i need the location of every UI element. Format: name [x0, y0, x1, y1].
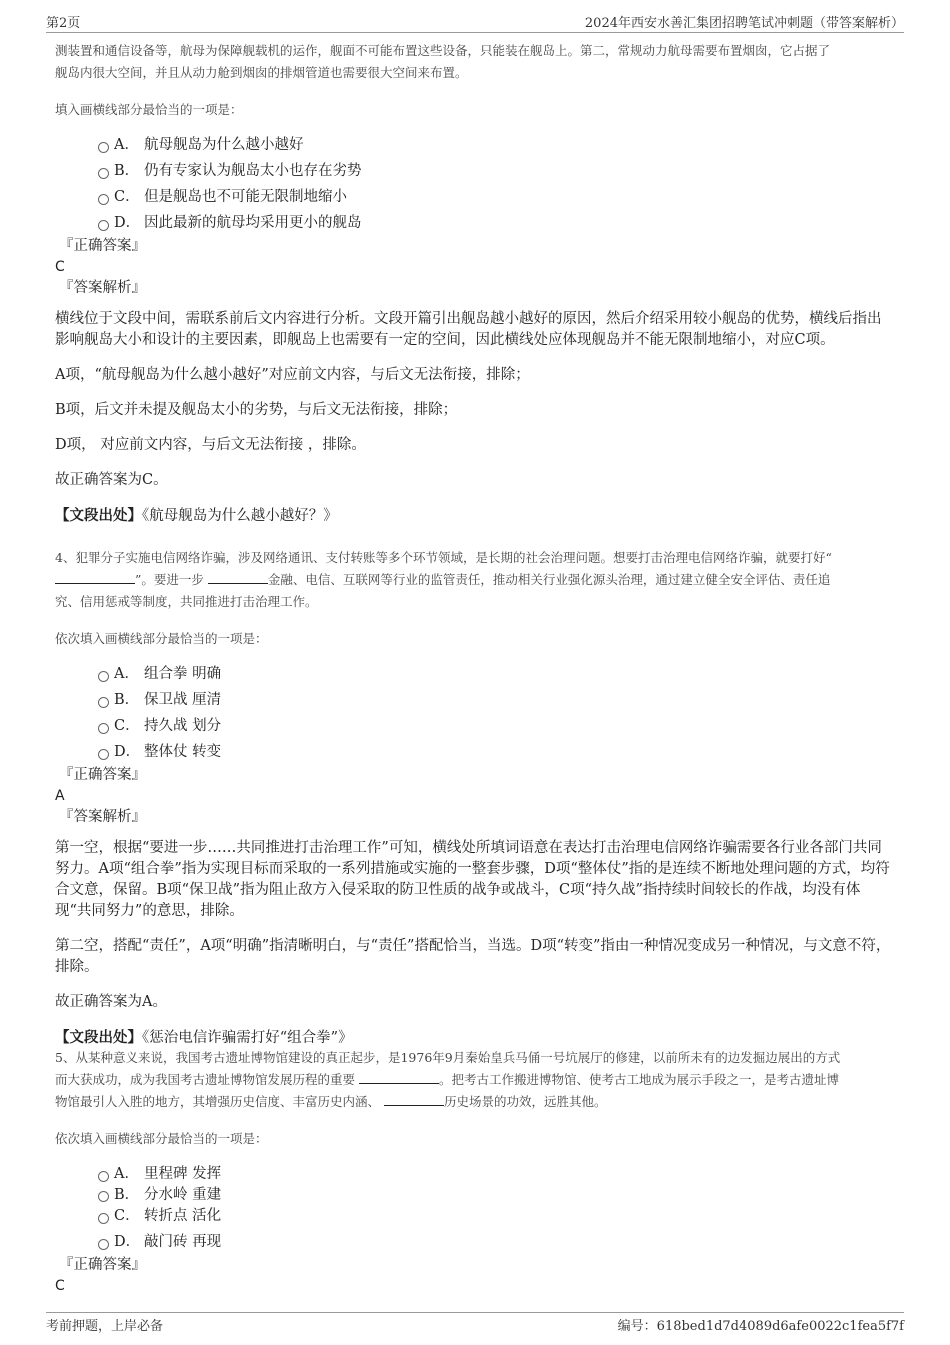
q5-prompt: 依次填入画横线部分最恰当的一项是：: [55, 1131, 268, 1146]
q3-prompt: 填入画横线部分最恰当的一项是：: [55, 102, 243, 117]
source-title: 《惩治电信诈骗需打好“组合拳”》: [142, 1030, 353, 1046]
q4-option-a[interactable]: A． 组合拳 明确: [55, 661, 895, 687]
q3-option-a[interactable]: A． 航母舰岛为什么越小越好: [55, 132, 895, 158]
page-header: [46, 12, 904, 33]
answer-label: 『正确答案』: [59, 767, 146, 783]
q5-option-b[interactable]: B． 分水岭 重建: [55, 1187, 895, 1203]
page-footer: [46, 1312, 904, 1335]
blank-1: [359, 1069, 439, 1084]
radio-icon[interactable]: [98, 194, 109, 205]
source-tag: 【文段出处】: [55, 507, 142, 524]
q4-prompt: 依次填入画横线部分最恰当的一项是：: [55, 631, 268, 646]
analysis-paragraph: B项，后文并未提及舰岛太小的劣势，与后文无法衔接，排除；: [55, 402, 458, 418]
q4-option-b[interactable]: B． 保卫战 厘清: [55, 687, 895, 713]
q3-option-b[interactable]: B． 仍有专家认为舰岛太小也存在劣势: [55, 158, 895, 184]
q5-option-d[interactable]: D． 敲门砖 再现: [55, 1229, 895, 1255]
page-number: 第2页: [46, 16, 81, 31]
source-tag: 【文段出处】: [55, 1029, 142, 1046]
radio-icon[interactable]: [98, 1171, 109, 1182]
radio-icon[interactable]: [98, 749, 109, 760]
q5-options: [55, 1161, 895, 1255]
analysis-conclusion: 故正确答案为A。: [55, 994, 167, 1010]
blank-1: [55, 569, 135, 584]
q5-option-a[interactable]: A． 里程碑 发挥: [55, 1161, 895, 1187]
q3-options: [55, 132, 895, 236]
q3-passage-line: 舰岛内很大空间，并且从动力舱到烟囱的排烟管道也需要很大空间来布置。: [55, 65, 468, 80]
q4-options: [55, 661, 895, 765]
blank-2: [208, 569, 268, 584]
source-title: 《航母舰岛为什么越小越好？》: [142, 508, 338, 524]
radio-icon[interactable]: [98, 1191, 109, 1202]
analysis-label: 『答案解析』: [59, 280, 146, 296]
radio-icon[interactable]: [98, 697, 109, 708]
blank-2: [384, 1091, 444, 1106]
q5-option-c[interactable]: C． 转折点 活化: [55, 1203, 895, 1229]
answer-label: 『正确答案』: [59, 238, 146, 254]
correct-answer: C: [55, 259, 65, 275]
radio-icon[interactable]: [98, 1239, 109, 1250]
radio-icon[interactable]: [98, 220, 109, 231]
document-id: 编号：618bed1d7d4089d6afe0022c1fea5f7f: [617, 1319, 904, 1334]
source-line: [55, 505, 895, 527]
radio-icon[interactable]: [98, 671, 109, 682]
analysis-paragraph: D项， 对应前文内容，与后文无法衔接 ，排除。: [55, 437, 366, 453]
answer-label: 『正确答案』: [59, 1257, 146, 1273]
question-5: [55, 1047, 895, 1297]
q4-stem: 4、犯罪分子实施电信网络诈骗，涉及网络通讯、支付转账等多个环节领域，是长期的社会治理问题。想要打击治理电信网络诈骗，就要打好“ ”。要进一步 金融、电信、互联网等行业的监管责任，推动相关行业强化源头治理，通过建立健全安全评估、责任追 究、信用惩戒等制度，共同推进打击治理工作。: [55, 550, 832, 609]
question-3: [55, 40, 895, 527]
analysis-paragraph: A项，“航母舰岛为什么越小越好”对应前文内容，与后文无法衔接，排除；: [55, 367, 530, 383]
correct-answer: A: [55, 788, 65, 804]
q3-option-d[interactable]: D． 因此最新的航母均采用更小的舰岛: [55, 210, 895, 236]
q4-option-d[interactable]: D． 整体仗 转变: [55, 739, 895, 765]
q5-stem: 5、从某种意义来说，我国考古遗址博物馆建设的真正起步，是1976年9月秦始皇兵马俑一号坑展厅的修建，以前所未有的边发掘边展出的方式 而大获成功，成为我国考古遗址博物馆发展历程的重要 。把考古工作搬进博物馆、使考古工地成为展示手段之一，是考古遗址博 物馆最引人入胜的地方，其增强历史信度、丰富历史内涵、 历史场景的功效，远胜其他。: [55, 1050, 841, 1109]
analysis-paragraph: 横线位于文段中间，需联系前后文内容进行分析。文段开篇引出舰岛越小越好的原因，然后介绍采用较小舰岛的优势，横线后指出影响舰岛大小和设计的主要因素，即舰岛上也需要有一定的空间，因此横线处应体现舰岛并不能无限制地缩小，对应C项。: [55, 311, 882, 348]
footer-slogan: 考前押题，上岸必备: [46, 1319, 164, 1334]
document-title: 2024年西安水善汇集团招聘笔试冲刺题（带答案解析）: [584, 16, 904, 31]
q4-option-c[interactable]: C． 持久战 划分: [55, 713, 895, 739]
q3-option-c[interactable]: C． 但是舰岛也不可能无限制地缩小: [55, 184, 895, 210]
analysis-label: 『答案解析』: [59, 809, 146, 825]
radio-icon[interactable]: [98, 168, 109, 179]
question-4: [55, 547, 895, 1049]
radio-icon[interactable]: [98, 723, 109, 734]
source-line: [55, 1027, 895, 1049]
analysis-paragraph: 第二空，搭配“责任”，A项“明确”指清晰明白，与“责任”搭配恰当，当选。D项“转变”指由一种情况变成另一种情况，与文意不符，排除。: [55, 938, 891, 975]
radio-icon[interactable]: [98, 142, 109, 153]
analysis-conclusion: 故正确答案为C。: [55, 472, 168, 488]
analysis-paragraph: 第一空，根据“要进一步……共同推进打击治理工作”可知，横线处所填词语意在表达打击治理电信网络诈骗需要各行业各部门共同努力。A项“组合拳”指为实现目标而采取的一系列措施或实施的一整套步骤，D项“整体仗”指的是连续不断地处理问题的方式，均符合文意，保留。B项“保卫战”指为阻止敌方入侵采取的防卫性质的战争或战斗，C项“持久战”指持续时间较长的作战，均没有体现“共同努力”的意思，排除。: [55, 840, 890, 919]
q3-passage-line: 测装置和通信设备等，航母为保障舰载机的运作，舰面不可能布置这些设备，只能装在舰岛上。第二，常规动力航母需要布置烟囱，它占据了: [55, 43, 831, 58]
radio-icon[interactable]: [98, 1213, 109, 1224]
correct-answer: C: [55, 1278, 65, 1294]
